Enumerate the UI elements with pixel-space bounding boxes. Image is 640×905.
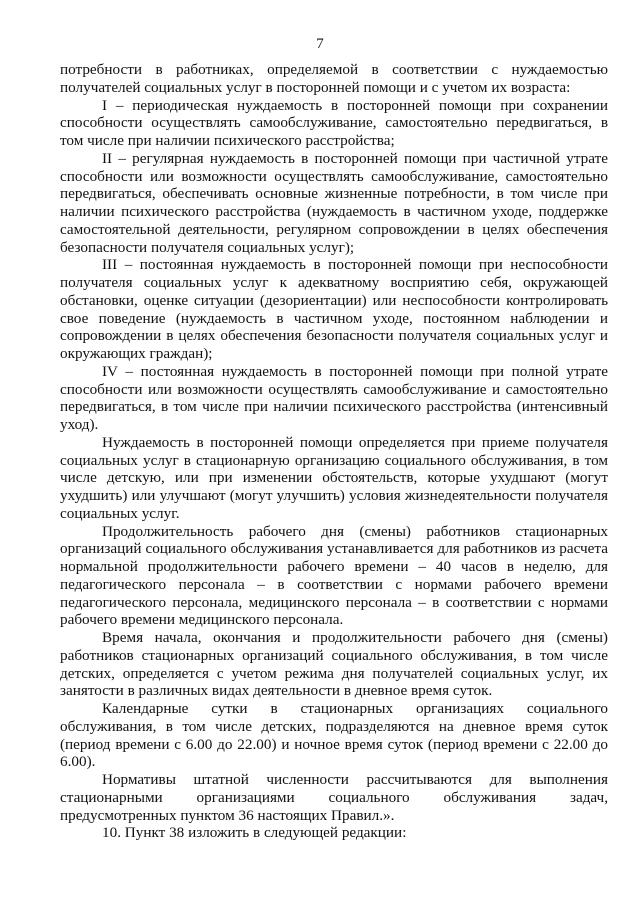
paragraph-working-day-schedule: Время начала, окончания и продолжительности рабочего дня (смены) работников стационарных организаций социального обслуживания, в том числе детских, определяется с учетом режима дня получателей социальных услуг, их занятости в различных видах деятельности в дневное время суток. (60, 629, 608, 700)
paragraph-level-1: I – периодическая нуждаемость в посторонней помощи при сохранении способности осуществлять самообслуживание, самостоятельно передвигаться, в том числе при наличии психического расстройства; (60, 96, 608, 149)
document-body (60, 61, 608, 842)
paragraph-continuation: потребности в работниках, определяемой в соответствии с нуждаемостью получателей социальных услуг в посторонней помощи и с учетом их возраста: (60, 61, 608, 96)
page-number: 7 (316, 36, 324, 52)
paragraph-level-4: IV – постоянная нуждаемость в посторонней помощи при полной утрате способности или возможности осуществлять самообслуживание и самостоятельно передвигаться, в том числе при наличии психического расстройства (интенсивный уход). (60, 362, 608, 433)
paragraph-working-day-duration: Продолжительность рабочего дня (смены) работников стационарных организаций социального обслуживания устанавливается для работников из расчета нормальной продолжительности рабочего времени – 40 часов в неделю, для педагогического персонала – в соответствии с нормами рабочего времени педагогического персонала, медицинского персонала – в соответствии с нормами рабочего времени медицинского персонала. (60, 522, 608, 629)
paragraph-level-2: II – регулярная нуждаемость в посторонней помощи при частичной утрате способности или возможности осуществлять самообслуживание, самостоятельно передвигаться, обеспечивать основные жизненные потребности, в том числе при наличии психического расстройства (нуждаемость в частичном уходе, поддержке самостоятельной деятельности, регулярном сопровождении в целях обеспечения безопасности получателя социальных услуг); (60, 149, 608, 256)
paragraph-assistance-need: Нуждаемость в посторонней помощи определяется при приеме получателя социальных услуг в стационарную организацию социального обслуживания, в том числе детскую, или при изменении обстоятельств, которые ухудшают (могут ухудшить) или улучшают (могут улучшить) условия жизнедеятельности получателя социальных услуг. (60, 433, 608, 522)
paragraph-item-10: 10. Пункт 38 изложить в следующей редакции: (102, 824, 407, 842)
paragraph-staffing-norms: Нормативы штатной численности рассчитываются для выполнения стационарными организациями социального обслуживания задач, предусмотренных пунктом 36 настоящих Правил.». (60, 771, 608, 824)
paragraph-level-3: III – постоянная нуждаемость в посторонней помощи при неспособности получателя социальных услуг к адекватному восприятию себя, окружающей обстановки, оценке ситуации (дезориентации) или неспособности контролировать свое поведение (нуждаемость в частичном уходе, постоянном наблюдении и сопровождении в целях обеспечения безопасности получателя социальных услуг и окружающих граждан); (60, 256, 608, 362)
paragraph-calendar-day: Календарные сутки в стационарных организациях социального обслуживания, в том числе детских, подразделяются на дневное время суток (период времени с 6.00 до 22.00) и ночное время суток (период времени с 22.00 до 6.00). (60, 700, 608, 771)
